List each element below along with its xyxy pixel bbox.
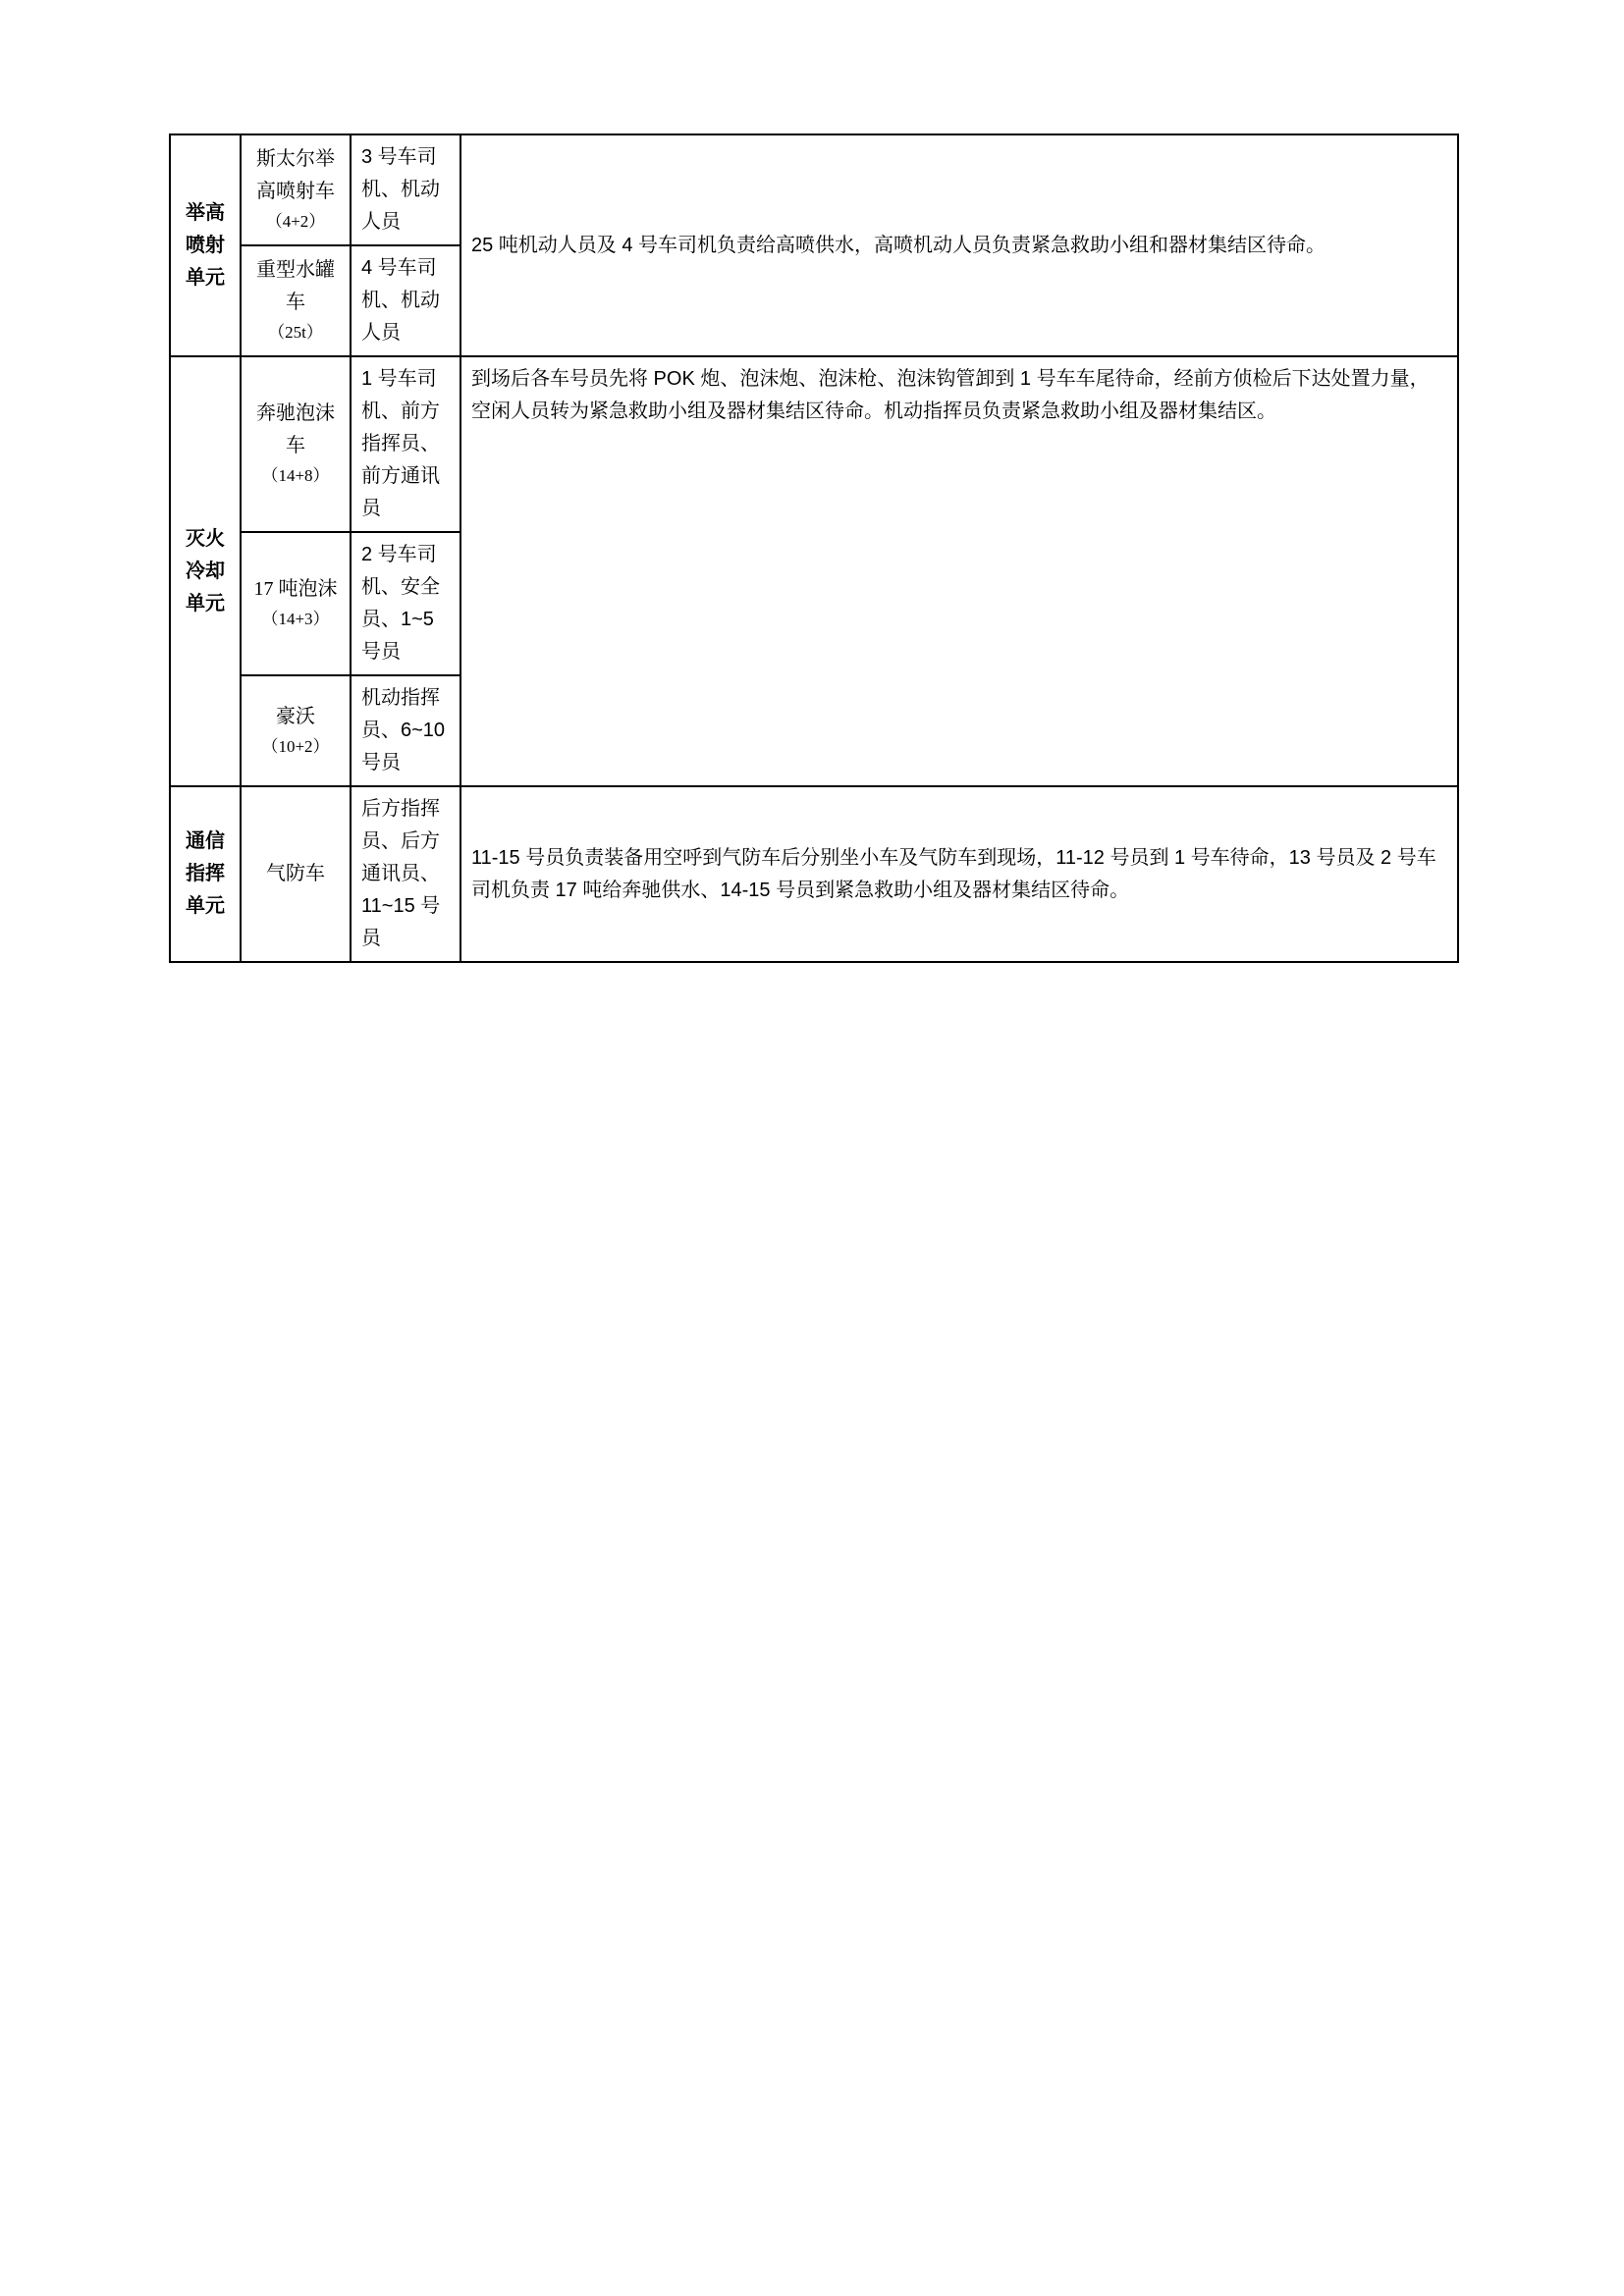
vehicle-capacity: （25t） <box>268 323 323 343</box>
roles-cell: 2 号车司机、安全员、1~5 号员 <box>351 532 460 675</box>
vehicle-cell <box>241 245 351 356</box>
vehicle-name: 气防车 <box>266 863 325 884</box>
vehicle-name: 奔驰泡沫车 <box>256 402 335 457</box>
roles-cell: 后方指挥员、后方通讯员、11~15 号员 <box>351 786 460 962</box>
vehicle-cell <box>241 786 351 962</box>
description-cell: 25 吨机动人员及 4 号车司机负责给高喷供水，高喷机动人员负责紧急救助小组和器材集结区待命。 <box>460 134 1458 356</box>
vehicle-name: 斯太尔举高喷射车 <box>256 148 335 203</box>
table-row <box>170 134 1458 245</box>
unit-name-text: 通信指挥单元 <box>186 830 225 917</box>
table-row <box>170 786 1458 962</box>
description-cell: 到场后各车号员先将 POK 炮、泡沫炮、泡沫枪、泡沫钩管卸到 1 号车车尾待命，经前方侦检后下达处置力量，空闲人员转为紧急救助小组及器材集结区待命。机动指挥员负责紧急救助小组及器材集结区。 <box>460 356 1458 786</box>
roles-cell: 3 号车司机、机动人员 <box>351 134 460 245</box>
table-row <box>170 356 1458 532</box>
vehicle-capacity: （10+2） <box>261 736 330 756</box>
roles-cell: 1 号车司机、前方指挥员、前方通讯员 <box>351 356 460 532</box>
vehicle-capacity: （14+8） <box>261 466 330 486</box>
roles-cell: 机动指挥员、6~10 号员 <box>351 675 460 786</box>
unit-name-text: 举高喷射单元 <box>186 201 225 289</box>
vehicle-capacity: （14+3） <box>261 610 330 629</box>
emergency-unit-table <box>169 133 1459 963</box>
vehicle-cell <box>241 532 351 675</box>
vehicle-cell <box>241 356 351 532</box>
unit-name-cell <box>170 356 241 786</box>
unit-name-text: 灭火冷却单元 <box>186 527 225 614</box>
unit-name-cell <box>170 134 241 356</box>
unit-name-cell <box>170 786 241 962</box>
vehicle-capacity: （4+2） <box>265 212 326 232</box>
vehicle-name: 豪沃 <box>276 705 315 727</box>
description-cell: 11-15 号员负责装备用空呼到气防车后分别坐小车及气防车到现场，11-12 号员到 1 号车待命，13 号员及 2 号车司机负责 17 吨给奔驰供水、14-15 号员到紧急救助小组及器材集结区待命。 <box>460 786 1458 962</box>
vehicle-name: 重型水罐车 <box>256 259 335 314</box>
vehicle-cell <box>241 675 351 786</box>
roles-cell: 4 号车司机、机动人员 <box>351 245 460 356</box>
vehicle-cell <box>241 134 351 245</box>
vehicle-name: 17 吨泡沫 <box>253 578 338 601</box>
